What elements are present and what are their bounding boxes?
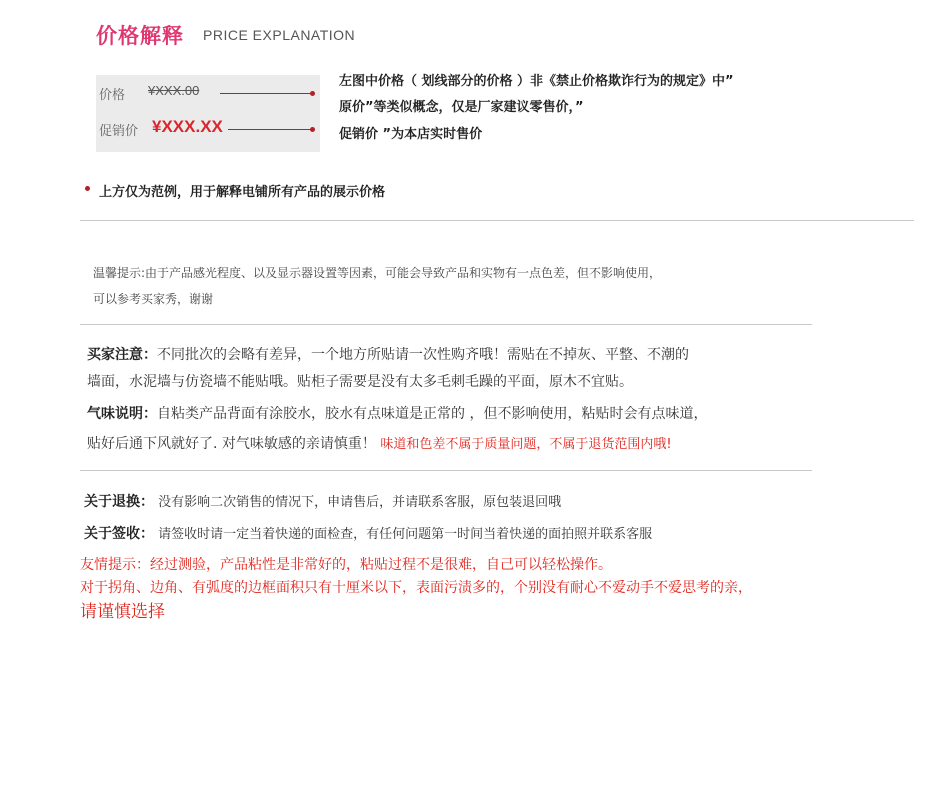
return-policy-label: 关于退换： (84, 494, 154, 510)
sample-note: 上方仅为范例，用于解释电铺所有产品的展示价格 (99, 185, 386, 200)
smell-label: 气味说明： (87, 406, 157, 422)
receipt-policy-text: 请签收时请一定当着快递的面检查，有任何问题第一时间当着快递的面拍照并联系客服 (158, 527, 653, 542)
friendly-tip-line: 友情提示：经过测验，产品粘性是非常好的，粘贴过程不是很难，自己可以轻松操作。 (80, 557, 612, 573)
smell-line (87, 433, 672, 453)
buyer-notice-label: 买家注意： (87, 347, 157, 363)
original-price-label: 价格 (99, 88, 126, 103)
friendly-tip-line: 请谨慎选择 (80, 602, 165, 622)
buyer-notice-line (87, 344, 689, 364)
tip-line: 可以参考买家秀，谢谢 (93, 292, 214, 306)
divider (80, 470, 812, 471)
receipt-policy (84, 523, 652, 543)
explanation-line: 原价”等类似概念，仅是厂家建议零售价，” (339, 100, 584, 115)
bullet-dot (85, 186, 90, 191)
sale-price-pointer (228, 129, 312, 130)
return-policy (84, 491, 561, 511)
original-price-pointer-dot (310, 91, 315, 96)
explanation-line: 左图中价格（ 划线部分的价格 ）非《禁止价格欺诈行为的规定》中” (339, 74, 734, 89)
tip-line: 温馨提示:由于产品感光程度、以及显示器设置等因素，可能会导致产品和实物有一点色差，但不影响使用， (93, 266, 662, 280)
divider (80, 324, 812, 325)
receipt-policy-label: 关于签收： (84, 526, 154, 542)
original-price-value: ¥XXX.00 (148, 83, 200, 98)
divider (80, 220, 914, 221)
return-policy-text: 没有影响二次销售的情况下，申请售后，并请联系客服，原包装退回哦 (158, 495, 562, 510)
smell-warning: 味道和色差不属于质量问题，不属于退货范围内哦! (380, 437, 672, 452)
price-sample-box (96, 75, 320, 152)
smell-line (87, 403, 707, 423)
buyer-notice-line: 墙面，水泥墙与仿瓷墙不能贴哦。贴柜子需要是没有太多毛刺毛躁的平面，原木不宜贴。 (87, 374, 633, 390)
explanation-line: 促销价 ”为本店实时售价 (339, 127, 483, 142)
buyer-notice-text: 不同批次的会略有差异，一个地方所贴请一次性购齐哦！需贴在不掉灰、平整、不潮的 (157, 347, 689, 363)
friendly-tip-line: 对于拐角、边角、有弧度的边框面积只有十厘米以下，表面污渍多的，个别没有耐心不爱动手不爱思考的亲， (80, 580, 752, 596)
original-price-pointer (220, 93, 312, 94)
smell-text: 自粘类产品背面有涂胶水，胶水有点味道是正常的 ，但不影响使用，粘贴时会有点味道， (157, 406, 708, 422)
sale-price-value: ¥XXX.XX (152, 117, 223, 136)
page-title: 价格解释 (96, 24, 184, 48)
smell-text: 贴好后通下风就好了. 对气味敏感的亲请慎重！ (87, 436, 376, 452)
sale-price-label: 促销价 (99, 124, 139, 139)
page-subtitle: PRICE EXPLANATION (203, 27, 356, 43)
sale-price-pointer-dot (310, 127, 315, 132)
